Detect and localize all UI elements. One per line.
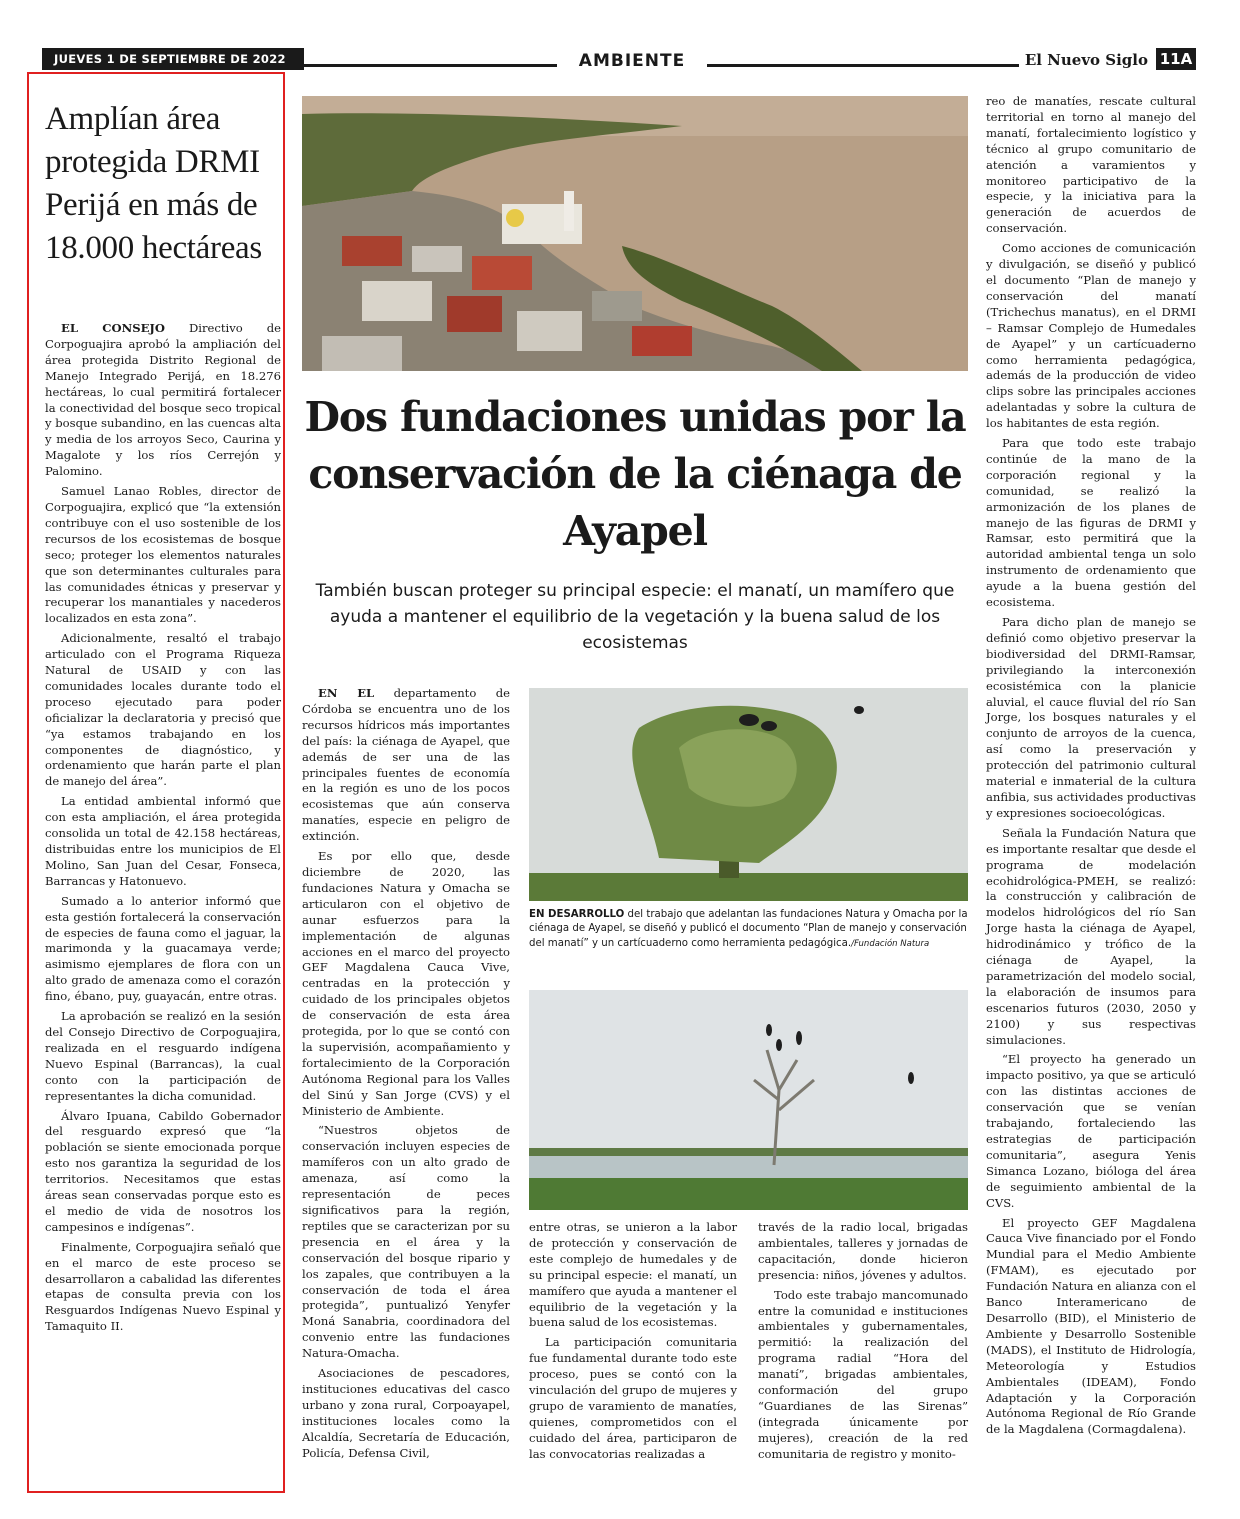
sidebar-paragraph: La aprobación se realizó en la sesión del Consejo Directivo de Corpoguajira, realizada en el resguardo indígena Nuevo Espinal (Barrancas), la cual conto con la participación de representantes la dicha comunidad. bbox=[45, 1009, 281, 1103]
sidebar-paragraph: Finalmente, Corpoguajira señaló que en el marco de este proceso se desarrollaron a cabalidad las diferentes etapas de consulta previa con los Resguardos Indígenas Nuevo Espinal y Tamaquito II. bbox=[45, 1239, 281, 1334]
aerial-town-photo bbox=[302, 96, 968, 371]
page-header bbox=[42, 48, 1196, 74]
sidebar-paragraph: La entidad ambiental informó que con esta ampliación, el área protegida consolida un total de 42.158 hectáreas, distribuidas entre los municipios de El Molino, San Juan del Cesar, Fonseca, Barrancas y Hatonuevo. bbox=[45, 794, 281, 888]
newspaper-name: El Nuevo Siglo bbox=[1019, 48, 1154, 72]
article-paragraph: Asociaciones de pescadores, instituciones educativas del casco urbano y zona rural, Corpoayapel, instituciones locales como la Alcaldía, Secretaría de Educación, Policía, Defensa Civil, bbox=[302, 1366, 510, 1460]
article-paragraph: Para dicho plan de manejo se definió como objetivo preservar la biodiversidad del DRMI-Ramsar, privilegiando la interconexión ecosistémica con la planicie aluvial, el cauce fluvial del río San Jorge, los bosques naturales y el conjunto de arroyos de la cuenca, así como la preservación y protección del patrimonio cultural material e inmaterial de la cultura anfibia, sus actividades productivas y expresiones socioecológicas. bbox=[986, 615, 1196, 820]
article-lead: EN EL bbox=[318, 686, 375, 700]
article-paragraph: “Nuestros objetos de conservación incluyen especies de mamíferos con un alto grado de amenaza, así como la representación de peces significativos para la región, reptiles que se caracterizan por su presencia en el área y la conservación del bosque ripario y los zapales, que contribuyen a la conservación de toda el área protegida”, puntualizó Yenyfer Moná Sanabria, coordinadora del convenio entre las fundaciones Natura-Omacha. bbox=[302, 1123, 510, 1361]
wetland-birds-photo bbox=[529, 990, 968, 1210]
article-column-4 bbox=[986, 94, 1196, 1442]
caption-text: del trabajo que adelantan las fundaciones Natura y Omacha por la ciénaga de Ayapel, se diseñó y publicó el documento “Plan de manejo y conservación del manatí” y un cartícuaderno como herramienta pedagógica. bbox=[529, 909, 968, 949]
article-paragraph: El proyecto GEF Magdalena Cauca Vive financiado por el Fondo Mundial para el Medio Ambiente (FMAM), es ejecutado por Fundación Natura en alianza con el Banco Interamericano de Desarrollo (BID), el Ministerio de Ambiente y Desarrollo Sostenible (MADS), el Instituto de Hidrología, Meteorología y Estudios Ambientales (IDEAM), Fondo Adaptación y la Corporación Autónoma Regional de Río Grande de la Magdalena (Cormagdalena). bbox=[986, 1215, 1196, 1437]
article-paragraph: La participación comunitaria fue fundamental durante todo este proceso, pues se contó con la vinculación del grupo de mujeres y grupo de varamiento de manatíes, quienes, comprometidos con el cuidado del área, participaron de las convocatorias realizadas a bbox=[529, 1335, 737, 1461]
header-date: JUEVES 1 DE SEPTIEMBRE DE 2022 bbox=[42, 48, 304, 70]
article-paragraph: Como acciones de comunicación y divulgación, se diseñó y publicó el documento “Plan de manejo y conservación del manatí (Trichechus manatus), en el DRMI – Ramsar Complejo de Humedales de Ayapel” y un cartícuaderno como herramienta pedagógica, además de la producción de video clips sobre las principales acciones adelantadas y sobre la cultura de los habitantes de esta región. bbox=[986, 241, 1196, 431]
article-paragraph: EN EL departamento de Córdoba se encuentra uno de los recursos hídricos más importantes del país: la ciénaga de Ayapel, que además de ser una de las principales fuentes de economía en la región es uno de los pocos ecosistemas que aún conserva manatíes, especie en peligro de extinción. bbox=[302, 686, 510, 844]
sidebar-paragraph: Samuel Lanao Robles, director de Corpoguajira, explicó que “la extensión contribuye con el uso sostenible de los recursos de los ecosistemas de bosque seco; proteger los elementos naturales que son determinantes culturales para las comunidades étnicas y preservar y recuperar los manantiales y nacederos localizados en esta zona”. bbox=[45, 484, 281, 626]
article-column-2 bbox=[529, 1220, 737, 1467]
sidebar-lead: EL CONSEJO bbox=[61, 321, 166, 335]
photo-credit: /Fundación Natura bbox=[851, 938, 930, 949]
header-section: AMBIENTE bbox=[557, 48, 707, 74]
caption-lead: EN DESARROLLO bbox=[529, 909, 625, 920]
article-paragraph: Señala la Fundación Natura que es importante resaltar que desde el programa de modelación ecohidrológica-PMEH, se realizó: la construcción y calibración de modelos hidrológicos del río San Jorge hasta la ciénaga de Ayapel, hidrodinámico y trófico de la ciénaga de Ayapel, la parametrización del modelo social, la elaboración de insumos para escenarios futuros (2030, 2050 y 2100) y sus respectivas simulaciones. bbox=[986, 825, 1196, 1047]
sidebar-body bbox=[45, 321, 281, 1339]
page-number: 11A bbox=[1156, 48, 1196, 70]
tree-with-birds-photo bbox=[529, 688, 968, 901]
article-paragraph: entre otras, se unieron a la labor de protección y conservación de este complejo de humedales y de su principal especie: el manatí, un mamífero que ayuda a mantener el equilibrio de la vegetación y la buena salud de los ecosistemas. bbox=[529, 1220, 737, 1330]
sidebar-story bbox=[27, 72, 285, 1493]
article-title: Dos fundaciones unidas por la conservación de la ciénaga de Ayapel bbox=[304, 393, 966, 555]
sidebar-paragraph: Adicionalmente, resaltó el trabajo articulado con el Programa Riqueza Natural de USAID y con las comunidades locales durante todo el proceso ejecutado para poder oficializar la declaratoria y precisó que “ya estamos trabajando en los componentes de diagnóstico, y ordenamiento que harán parte el plan de manejo del área”. bbox=[45, 631, 281, 789]
article-subtitle: También buscan proteger su principal especie: el manatí, un mamífero que ayuda a mantener el equilibrio de la vegetación y la buena salud de los ecosistemas bbox=[315, 581, 955, 653]
article-paragraph: Es por ello que, desde diciembre de 2020, las fundaciones Natura y Omacha se articularon con el objetivo de aunar esfuerzos para la implementación de algunas acciones en el marco del proyecto GEF Magdalena Cauca Vive, centradas en la protección y cuidado de los principales objetos de conservación de esta área protegida, por lo que se contó con la supervisión, acompañamiento y fortalecimiento de la Corporación Autónoma Regional para los Valles del Sinú y San Jorge (CVS) y el Ministerio de Ambiente. bbox=[302, 849, 510, 1118]
sidebar-paragraph: EL CONSEJO Directivo de Corpoguajira aprobó la ampliación del área protegida Distrito Regional de Manejo Integrado Perijá, en 18.276 hectáreas, lo cual permitirá fortalecer la conectividad del bosque seco tropical y bosque subandino, en las cuencas alta y media de los arroyos Seco, Caurina y Magalote y los ríos Cerrejón y Palomino. bbox=[45, 321, 281, 479]
article-column-1 bbox=[302, 686, 510, 1466]
article-paragraph: reo de manatíes, rescate cultural territorial en torno al manejo del manatí, fortalecimiento logístico y técnico al grupo comunitario de atención a varamientos y monitoreo participativo de la especie, y la iniciativa para la generación de acuerdos de conservación. bbox=[986, 94, 1196, 236]
article-column-3 bbox=[758, 1220, 968, 1467]
article-paragraph: través de la radio local, brigadas ambientales, talleres y jornadas de capacitación, donde hicieron presencia: niños, jóvenes y adultos. bbox=[758, 1220, 968, 1282]
sidebar-paragraph: Sumado a lo anterior informó que esta gestión fortalecerá la conservación de especies de fauna como el jaguar, la marimonda y la guacamaya verde; asimismo ejemplares de flora con un alto grado de amenaza como el corazón fino, ébano, puy, guayacán, entre otras. bbox=[45, 893, 281, 1004]
sidebar-title: Amplían área protegida DRMI Perijá en más de 18.000 hectáreas bbox=[45, 101, 262, 266]
article-paragraph: Para que todo este trabajo continúe de la mano de la corporación regional y la comunidad, se realizó la armonización de los planes de manejo de las figuras de DRMI y Ramsar, esto permitirá que la autoridad ambiental tenga un solo instrumento de ordenamiento que ayude a la buena gestión del ecosistema. bbox=[986, 436, 1196, 610]
sidebar-paragraph: Álvaro Ipuana, Cabildo Gobernador del resguardo expresó que “la población se siente emocionada porque esto nos garantiza la seguridad de los territorios. Necesitamos que estas áreas sean conservadas porque esto es el medio de vida de nosotros los campesinos e indígenas”. bbox=[45, 1108, 281, 1234]
photo-caption bbox=[529, 908, 968, 951]
article-paragraph: “El proyecto ha generado un impacto positivo, ya que se articuló con las distintas acciones de conservación que se venían trabajando, fortaleciendo las estrategias de participación comunitaria”, asegura Yenis Simanca Lozano, bióloga del área de seguimiento ambiental de la CVS. bbox=[986, 1052, 1196, 1210]
article-paragraph: Todo este trabajo mancomunado entre la comunidad e instituciones ambientales y gubernamentales, permitió: la realización del programa radial “Hora del manatí”, brigadas ambientales, conformación del grupo “Guardianes de las Sirenas” (integrada únicamente por mujeres), creación de la red comunitaria de registro y monito- bbox=[758, 1287, 968, 1461]
